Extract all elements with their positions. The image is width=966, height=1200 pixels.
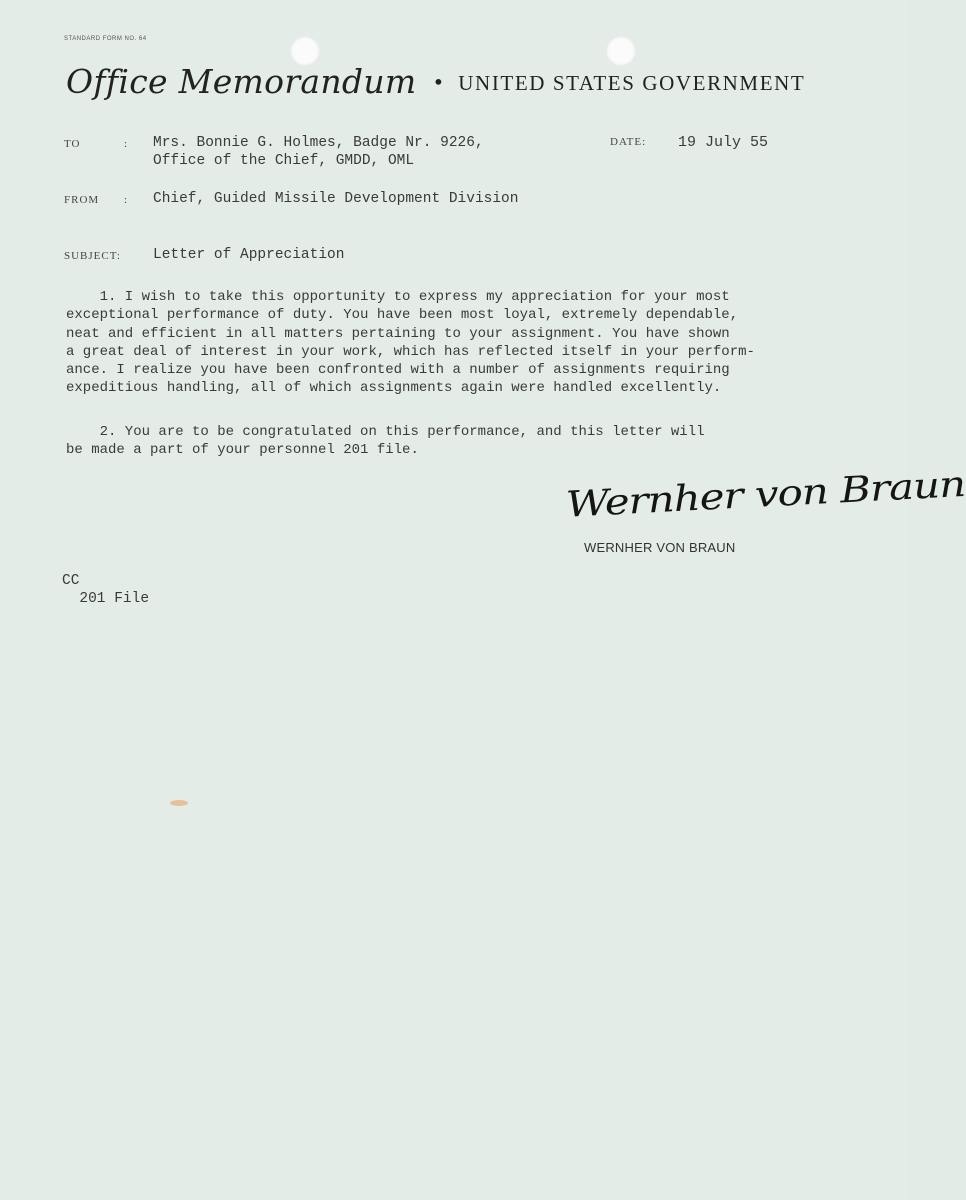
to-recipient [153,134,484,170]
paragraph-1-line: exceptional performance of duty. You have been most loyal, extremely dependable, [66,307,739,324]
to-line-2: Office of the Chief, GMDD, OML [153,153,415,169]
paragraph-1-line: 1. I wish to take this opportunity to express my appreciation for your most [66,289,730,305]
masthead-bullet: • [432,70,445,94]
form-number: STANDARD FORM NO. 64 [64,36,147,42]
date-value: 19 July 55 [678,134,769,151]
to-label: TO [64,138,81,150]
masthead [66,62,805,101]
government-name: UNITED STATES GOVERNMENT [458,71,806,95]
paragraph-1-line: a great deal of interest in your work, which has reflected itself in your perform- [66,343,755,360]
paragraph-1 [66,288,755,398]
paper-stain [170,800,188,806]
subject-label: SUBJECT: [64,250,121,262]
paragraph-1-line: expeditious handling, all of which assignments again were handled excellently. [66,380,722,397]
paragraph-2 [66,423,705,460]
cc-block [62,572,149,608]
subject-value: Letter of Appreciation [153,247,345,263]
typed-signer-name: WERNHER VON BRAUN [584,540,736,555]
handwritten-signature: Wernher von Braun [564,462,966,526]
paragraph-1-line: ance. I realize you have been confronted with a number of assignments requiring [66,362,730,379]
from-label: FROM [64,194,100,206]
to-line-1: Mrs. Bonnie G. Holmes, Badge Nr. 9226, [153,135,484,151]
date-label: DATE: [610,136,647,148]
memo-title: Office Memorandum [66,62,417,101]
from-value: Chief, Guided Missile Development Division [153,191,519,207]
cc-item: 201 File [62,591,150,607]
cc-label: CC [62,573,80,589]
to-separator: : [124,138,129,150]
paragraph-1-line: neat and efficient in all matters pertaining to your assignment. You have shown [66,325,730,342]
paragraph-2-line: 2. You are to be congratulated on this performance, and this letter will [66,424,705,440]
paragraph-2-line: be made a part of your personnel 201 file. [66,442,419,459]
from-separator: : [124,194,129,206]
